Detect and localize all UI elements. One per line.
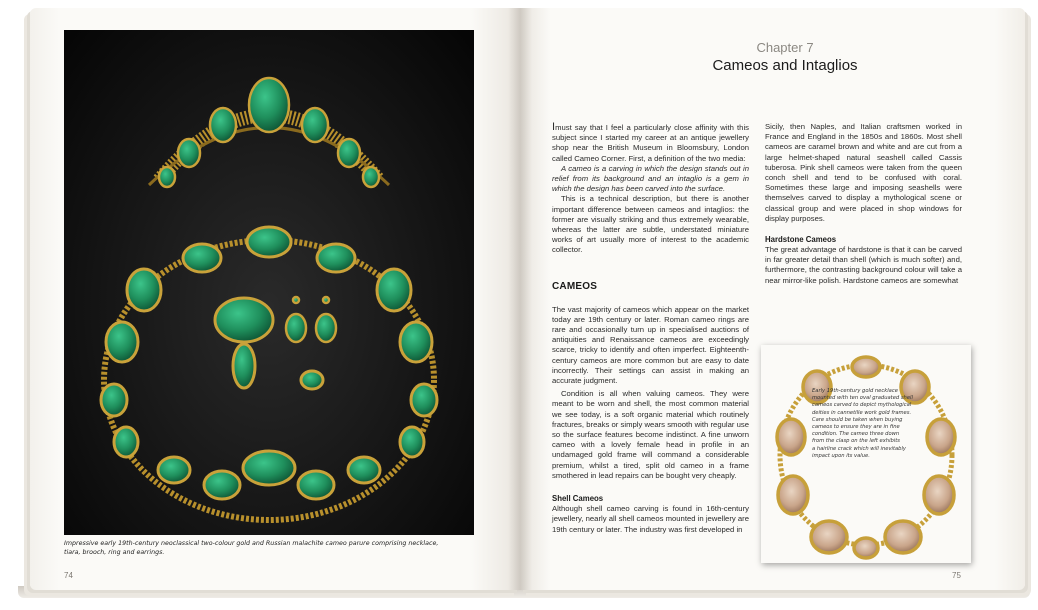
paragraph-market: The vast majority of cameos which appear on the market today are 19th century or later. Roman cameo rings are rare and occasionally turn up in specialised auctions of antiquities and Renaissance cameos are exceedingly scarce, tricky to identify and often imperfect. Eighteenth-century cameos are more common but are easy to date incorrectly. Their settings can assist in making an accurate judgment.: [552, 304, 749, 386]
ring: [301, 371, 323, 389]
intro-paragraph: [552, 122, 749, 164]
chapter-label: Chapter 7: [756, 40, 814, 55]
page-number-right: 75: [952, 571, 961, 580]
malachite-parure-photo: [64, 30, 474, 535]
heading-cameos: CAMEOS: [552, 280, 598, 292]
page-number-left: 74: [64, 571, 73, 580]
book-gutter: [508, 8, 532, 590]
brooch: [215, 298, 273, 388]
necklace: [101, 227, 437, 520]
text-column-1: [552, 122, 749, 535]
heading-hardstone-cameos: Hardstone Cameos: [765, 235, 837, 245]
text-column-2: [765, 122, 962, 286]
paragraph-distinction: This is a technical description, but there is another important difference between cameos and intaglios: the former are visually striking and thus extremely wearable, whereas the latter are subtle, understated miniature works of art usually more of interest to the academic collector.: [552, 194, 749, 255]
drop-cap: I: [552, 121, 556, 133]
earrings: [286, 297, 336, 342]
tiara: [149, 78, 389, 187]
paragraph-condition: Condition is all when valuing cameos. They were meant to be worn and shell, the most common material we see today, is a soft organic material which routinely fractures, breaks or simply wears smooth with regular use so the surface features become indistinct. A fine unworn cameo with a lovely female head in profile in an undamaged gold frame will command a considerable premium, whilst a tired, split old cameo in a frame smothered in lead repairs can be bought very cheaply.: [552, 389, 749, 480]
inset-caption: Early 19th-century gold necklace mounted with ten oval graduated shell cameos carved to depict mythological deities in cannetille work gold frames. Care should be taken when buying cameos to ensure they are in fine condition. The cameo three down from the clasp on the left exhibits a hairline crack which will inevitably impact upon its value.: [812, 388, 913, 459]
photo-caption: Impressive early 19th-century neoclassical two-colour gold and Russian malachite cameo parure comprising necklace, tiara, brooch, ring and earrings.: [64, 540, 439, 556]
definition-paragraph: A cameo is a carving in which the design stands out in relief from its background and an intaglio is a gem in which the design has been carved into the surface.: [552, 163, 749, 194]
malachite-parure-illustration: [64, 30, 474, 535]
intro-text: must say that I feel a particularly close affinity with this subject since I started my career at an antique jewellery shop near the British Museum in Bloomsbury, London called Cameo Corner. First, a definition of the two media:: [552, 123, 749, 163]
paragraph-shell-continued: Sicily, then Naples, and Italian craftsmen worked in France and England in the 1850s and 1860s. Most shell cameos are caramel brown and white and are cut from a large helmet-shaped natural seashell called Cassis tuberosa. Pink shell cameos were taken from the queen conch shell and tend to be confused with coral. Sometimes these large and imposing seashells were themselves carved to display a mythological scene or classical group and were placed in shop windows for display purposes.: [765, 122, 962, 223]
paragraph-shell: Although shell cameo carving is found in 16th-century jewellery, nearly all shell cameos mounted in jewellery are 19th century or later. The industry was first developed in: [552, 504, 749, 534]
chapter-title: Cameos and Intaglios: [712, 57, 858, 74]
paragraph-hardstone: The great advantage of hardstone is that it can be carved in far greater detail than shell (which is much softer) and, furthermore, the contrasting background colour will take a near mirror-like polish. Hardstone cameos are somewhat: [765, 245, 962, 285]
heading-shell-cameos: Shell Cameos: [552, 494, 604, 504]
